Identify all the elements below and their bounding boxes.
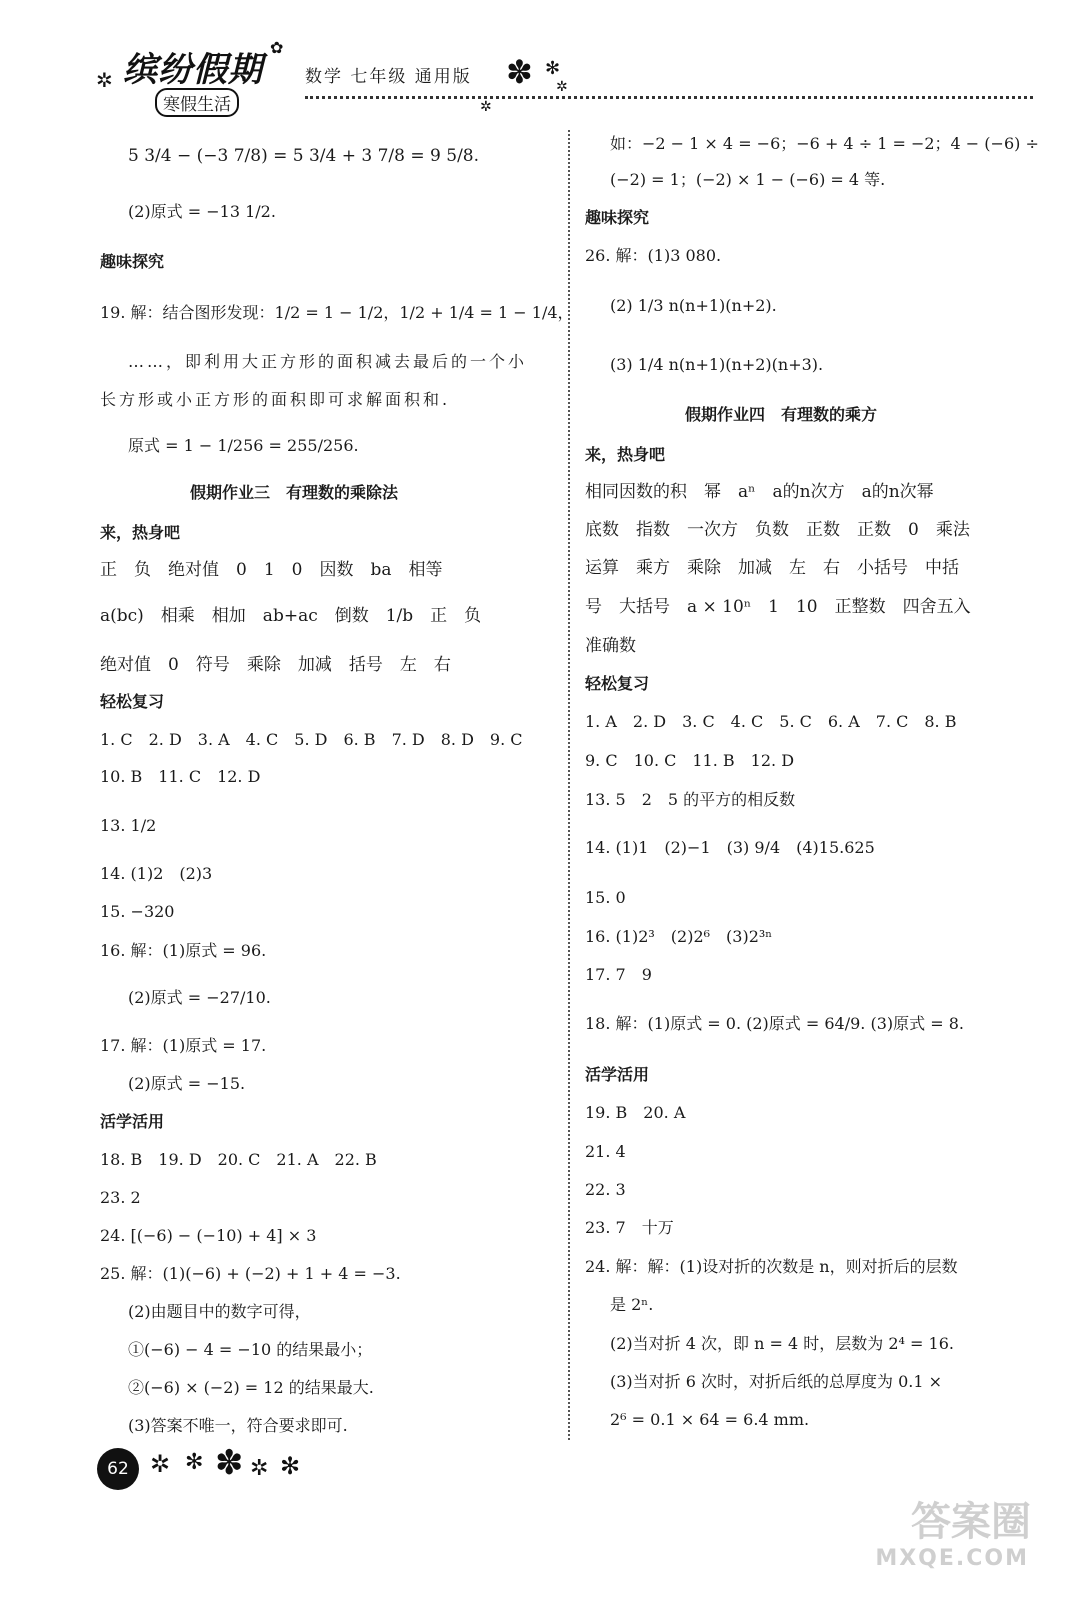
answer-line: 15. 0 <box>585 888 626 907</box>
answer-line: (2)当对折 4 次，即 n = 4 时，层数为 2⁴ = 16. <box>610 1334 954 1353</box>
answer-line: 23. 7 十万 <box>585 1218 674 1237</box>
flower-icon: ✿ <box>270 38 284 57</box>
answer-line: 22. 3 <box>585 1180 626 1199</box>
answer-line: ②(−6) × (−2) = 12 的结果最大. <box>128 1378 374 1397</box>
answer-line: 14. (1)1 (2)−1 (3) 9/4 (4)15.625 <box>585 838 875 857</box>
section-heading: 轻松复习 <box>100 692 165 711</box>
answer-line: 18. 解：(1)原式 = 0. (2)原式 = 64/9. (3)原式 = 8. <box>585 1014 964 1033</box>
text-line: a(bc) 相乘 相加 ab+ac 倒数 1/b 正 负 <box>100 606 482 626</box>
text-line: ……，即利用大正方形的面积减去最后的一个小 <box>128 352 528 371</box>
flower-icon: ✽ <box>506 53 533 91</box>
answer-line: (2)原式 = −15. <box>128 1074 246 1093</box>
answer-line: 14. (1)2 (2)3 <box>100 864 213 883</box>
text-line: 如：−2 − 1 × 4 = −6；−6 + 4 ÷ 1 = −2；4 − (−6) ÷ <box>610 134 1039 153</box>
text-line: 绝对值 0 符号 乘除 加减 括号 左 右 <box>100 655 451 675</box>
answer-line: 16. (1)2³ (2)2⁶ (3)2³ⁿ <box>585 927 773 946</box>
answer-line: 2⁶ = 0.1 × 64 = 6.4 mm. <box>610 1410 810 1429</box>
answer-line: (3) 1/4 n(n+1)(n+2)(n+3). <box>610 355 824 374</box>
flower-icon: ✽ <box>215 1443 244 1483</box>
flower-icon: ✲ <box>556 79 568 95</box>
brand-subtitle: 寒假生活 <box>155 88 239 117</box>
answer-line: 13. 1/2 <box>100 816 157 835</box>
section-heading: 趣味探究 <box>100 252 165 271</box>
flower-icon: ✲ <box>250 1456 269 1481</box>
answer-line: 18. B 19. D 20. C 21. A 22. B <box>100 1150 377 1169</box>
text-line: 相同因数的积 幂 aⁿ a的n次方 a的n次幂 <box>585 482 934 502</box>
header-divider <box>305 96 1033 99</box>
brand-title: 缤纷假期 <box>123 50 263 90</box>
text-line: 正 负 绝对值 0 1 0 因数 ba 相等 <box>100 560 443 580</box>
text-line: 长方形或小正方形的面积即可求解面积和. <box>100 390 451 409</box>
assignment-title: 假期作业三 有理数的乘除法 <box>190 483 399 502</box>
text-line: 5 3/4 − (−3 7/8) = 5 3/4 + 3 7/8 = 9 5/8. <box>128 146 480 166</box>
watermark: 答案圈 <box>911 1499 1031 1545</box>
answer-line: 15. −320 <box>100 902 175 921</box>
text-line: 运算 乘方 乘除 加减 左 右 小括号 中括 <box>585 558 959 578</box>
answer-line: (2)原式 = −27/10. <box>128 988 271 1007</box>
section-heading: 轻松复习 <box>585 674 650 693</box>
assignment-title: 假期作业四 有理数的乘方 <box>685 405 878 424</box>
answer-line: 24. 解：解：(1)设对折的次数是 n，则对折后的层数 <box>585 1257 958 1276</box>
answer-line: 1. C 2. D 3. A 4. C 5. D 6. B 7. D 8. D 9. C <box>100 730 523 749</box>
flower-icon: ✲ <box>96 68 113 92</box>
column-divider <box>568 130 570 1440</box>
answer-line: 9. C 10. C 11. B 12. D <box>585 751 795 770</box>
flower-icon: ✻ <box>545 58 561 79</box>
text-line: 号 大括号 a × 10ⁿ 1 10 正整数 四舍五入 <box>585 597 971 617</box>
answer-line: 25. 解：(1)(−6) + (−2) + 1 + 4 = −3. <box>100 1264 401 1283</box>
page-number: 62 <box>97 1448 139 1490</box>
answer-line: 23. 2 <box>100 1188 141 1207</box>
answer-line: (3)答案不唯一，符合要求即可. <box>128 1416 348 1435</box>
answer-line: 16. 解：(1)原式 = 96. <box>100 941 267 960</box>
answer-line: 10. B 11. C 12. D <box>100 767 261 786</box>
text-line: (−2) = 1；(−2) × 1 − (−6) = 4 等. <box>610 170 886 189</box>
flower-icon: ✻ <box>280 1452 301 1480</box>
text-line: 原式 = 1 − 1/256 = 255/256. <box>128 436 359 455</box>
answer-line: (2) 1/3 n(n+1)(n+2). <box>610 296 777 315</box>
answer-line: 19. B 20. A <box>585 1103 686 1122</box>
section-heading: 来，热身吧 <box>585 445 666 464</box>
watermark-url: MXQE.COM <box>875 1546 1029 1571</box>
answer-line: 1. A 2. D 3. C 4. C 5. C 6. A 7. C 8. B <box>585 712 957 731</box>
section-heading: 趣味探究 <box>585 208 650 227</box>
answer-line: 17. 7 9 <box>585 965 652 984</box>
flower-icon: ✲ <box>150 1450 171 1478</box>
text-line: 19. 解：结合图形发现：1/2 = 1 − 1/2，1/2 + 1/4 = 1 − 1/4， <box>100 303 574 322</box>
answer-line: (3)当对折 6 次时，对折后纸的总厚度为 0.1 × <box>610 1372 943 1391</box>
answer-line: 24. [(−6) − (−10) + 4] × 3 <box>100 1226 317 1245</box>
answer-line: 13. 5 2 5 的平方的相反数 <box>585 790 796 809</box>
section-heading: 活学活用 <box>585 1065 650 1084</box>
flower-icon: ✻ <box>185 1450 204 1475</box>
answer-line: ①(−6) − 4 = −10 的结果最小； <box>128 1340 373 1359</box>
section-heading: 来，热身吧 <box>100 523 181 542</box>
answer-line: 17. 解：(1)原式 = 17. <box>100 1036 267 1055</box>
answer-line: (2)由题目中的数字可得， <box>128 1302 311 1321</box>
header-subject: 数学 七年级 通用版 <box>305 67 472 87</box>
answer-line: 是 2ⁿ. <box>610 1295 654 1314</box>
text-line: 准确数 <box>585 636 636 656</box>
section-heading: 活学活用 <box>100 1112 165 1131</box>
answer-line: 21. 4 <box>585 1142 626 1161</box>
flower-icon: ✲ <box>480 99 492 115</box>
answer-line: 26. 解：(1)3 080. <box>585 246 722 265</box>
text-line: (2)原式 = −13 1/2. <box>128 202 276 221</box>
text-line: 底数 指数 一次方 负数 正数 正数 0 乘法 <box>585 520 970 540</box>
